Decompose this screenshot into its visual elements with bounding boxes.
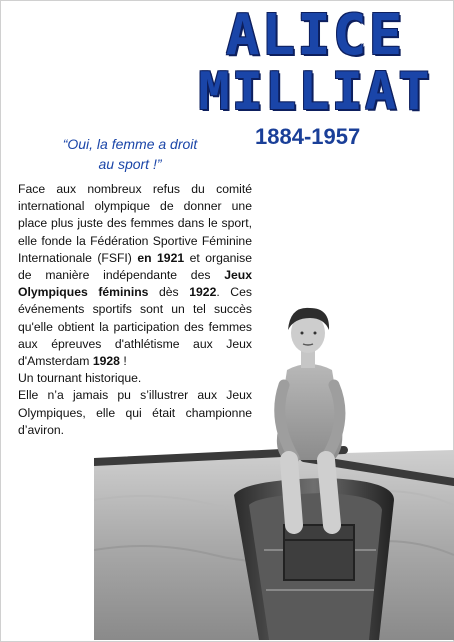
quote-line-1: “Oui, la femme a droit bbox=[62, 136, 198, 152]
quote-line-2: au sport !” bbox=[98, 156, 162, 172]
biography-paragraph-3: Elle n’a jamais pu s’illustrer aux Jeux Olympiques, elle qui était championne d’aviron. bbox=[18, 388, 252, 437]
biography-paragraph-2: Un tournant historique. bbox=[18, 371, 142, 386]
biography-paragraph-1: Face aux nombreux refus du comité international olympique de donner une place plus juste des femmes dans le sport, elle fonde la Fédération Sportive Féminine Internationale (FSFI) en 1921 et organise de manière indépendante des Jeux Olympiques féminins dès 1922. Ces événements sportifs sont un tel succès qu'elle obtient la participation des femmes aux épreuves d'athlétisme aux Jeux d'Amsterdam 1928 ! bbox=[18, 182, 252, 369]
rowing-photo bbox=[94, 300, 454, 640]
title-last-name: MILLIAT bbox=[198, 62, 432, 122]
life-years: 1884-1957 bbox=[255, 124, 361, 149]
title-first-name: ALICE bbox=[225, 3, 405, 68]
quote bbox=[30, 134, 230, 174]
